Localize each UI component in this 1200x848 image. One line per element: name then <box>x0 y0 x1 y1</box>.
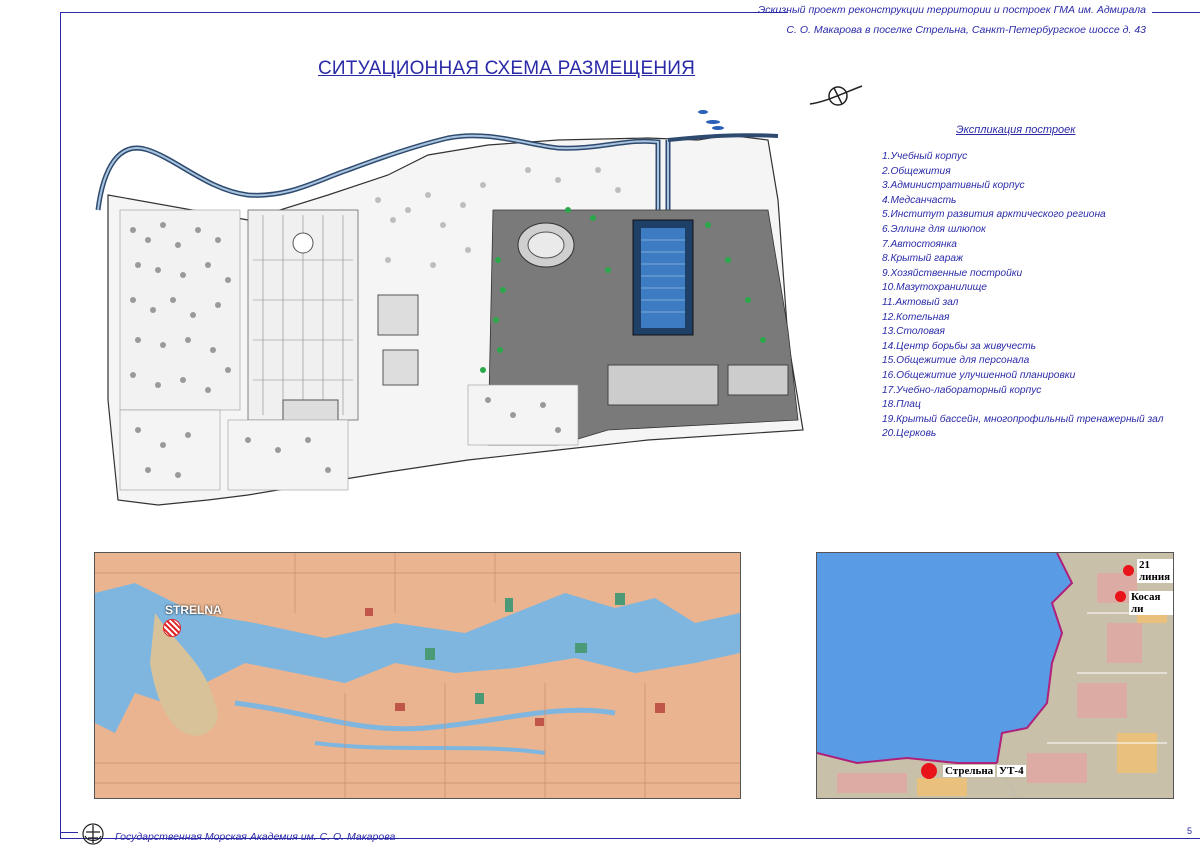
legend-item: 11.Актовый зал <box>882 296 959 308</box>
frame-top-line-right <box>1152 12 1200 13</box>
label-strelna: Стрельна <box>945 765 994 777</box>
footer-organization: Государственная Морская Академия им. С. О. Макарова <box>115 831 396 843</box>
header-line-2: С. О. Макарова в поселке Стрельна, Санкт-Петербургское шоссе д. 43 <box>786 24 1146 36</box>
label-kosaya-line: Косая ли <box>1129 591 1173 615</box>
legend-item: 17.Учебно-лабораторный корпус <box>882 384 1042 396</box>
academy-logo-icon <box>80 822 106 846</box>
location-marker-kosaya-line <box>1115 591 1126 602</box>
location-marker-strelna <box>921 763 937 779</box>
city-map-drawing <box>95 553 740 798</box>
legend-item: 8.Крытый гараж <box>882 253 964 265</box>
legend-list <box>882 150 1163 442</box>
legend-item: 18.Плац <box>882 399 921 411</box>
strelna-map-label: STRELNA <box>165 603 222 617</box>
label-ut4: УТ-4 <box>999 765 1024 777</box>
legend-item: 12.Котельная <box>882 311 950 323</box>
frame-top-line <box>60 12 788 13</box>
legend-item: 10.Мазутохранилище <box>882 282 987 294</box>
north-arrow-icon <box>806 82 866 112</box>
city-map <box>94 552 741 799</box>
strelna-location-marker <box>163 619 181 637</box>
district-map <box>816 552 1174 799</box>
legend-item: 15.Общежитие для персонала <box>882 355 1030 367</box>
legend-item: 7.Автостоянка <box>882 238 957 250</box>
legend-title: Экспликация построек <box>956 124 1076 136</box>
legend-item: 19.Крытый бассейн, многопрофильный тренажерный зал <box>882 413 1164 425</box>
legend-item: 13.Столовая <box>882 326 945 338</box>
footer-rule-left <box>60 832 78 833</box>
page-title: СИТУАЦИОННАЯ СХЕМА РАЗМЕЩЕНИЯ <box>318 58 696 79</box>
header-line-1: Эскизный проект реконструкции территории и построек ГМА им. Адмирала <box>757 4 1146 16</box>
legend-item: 6.Эллинг для шлюпок <box>882 223 986 235</box>
legend-item: 14.Центр борьбы за живучесть <box>882 340 1037 352</box>
legend-item: 16.Общежитие улучшенной планировки <box>882 369 1076 381</box>
district-map-drawing <box>817 553 1173 798</box>
legend-item: 20.Церковь <box>882 428 937 440</box>
legend-item: 9.Хозяйственные постройки <box>882 267 1023 279</box>
legend-item: 1.Учебный корпус <box>882 151 968 162</box>
page-number: 5 <box>1186 826 1192 836</box>
frame-left-line <box>60 12 61 838</box>
site-plan-map <box>88 100 808 512</box>
legend-item: 4.Медсанчасть <box>882 194 957 206</box>
legend-item: 2.Общежития <box>882 165 951 177</box>
location-marker-21-line <box>1123 565 1134 576</box>
label-21-line: 21 линия <box>1137 559 1173 583</box>
legend-item: 3.Административный корпус <box>882 180 1025 192</box>
legend-item: 5.Институт развития арктического региона <box>882 209 1106 221</box>
